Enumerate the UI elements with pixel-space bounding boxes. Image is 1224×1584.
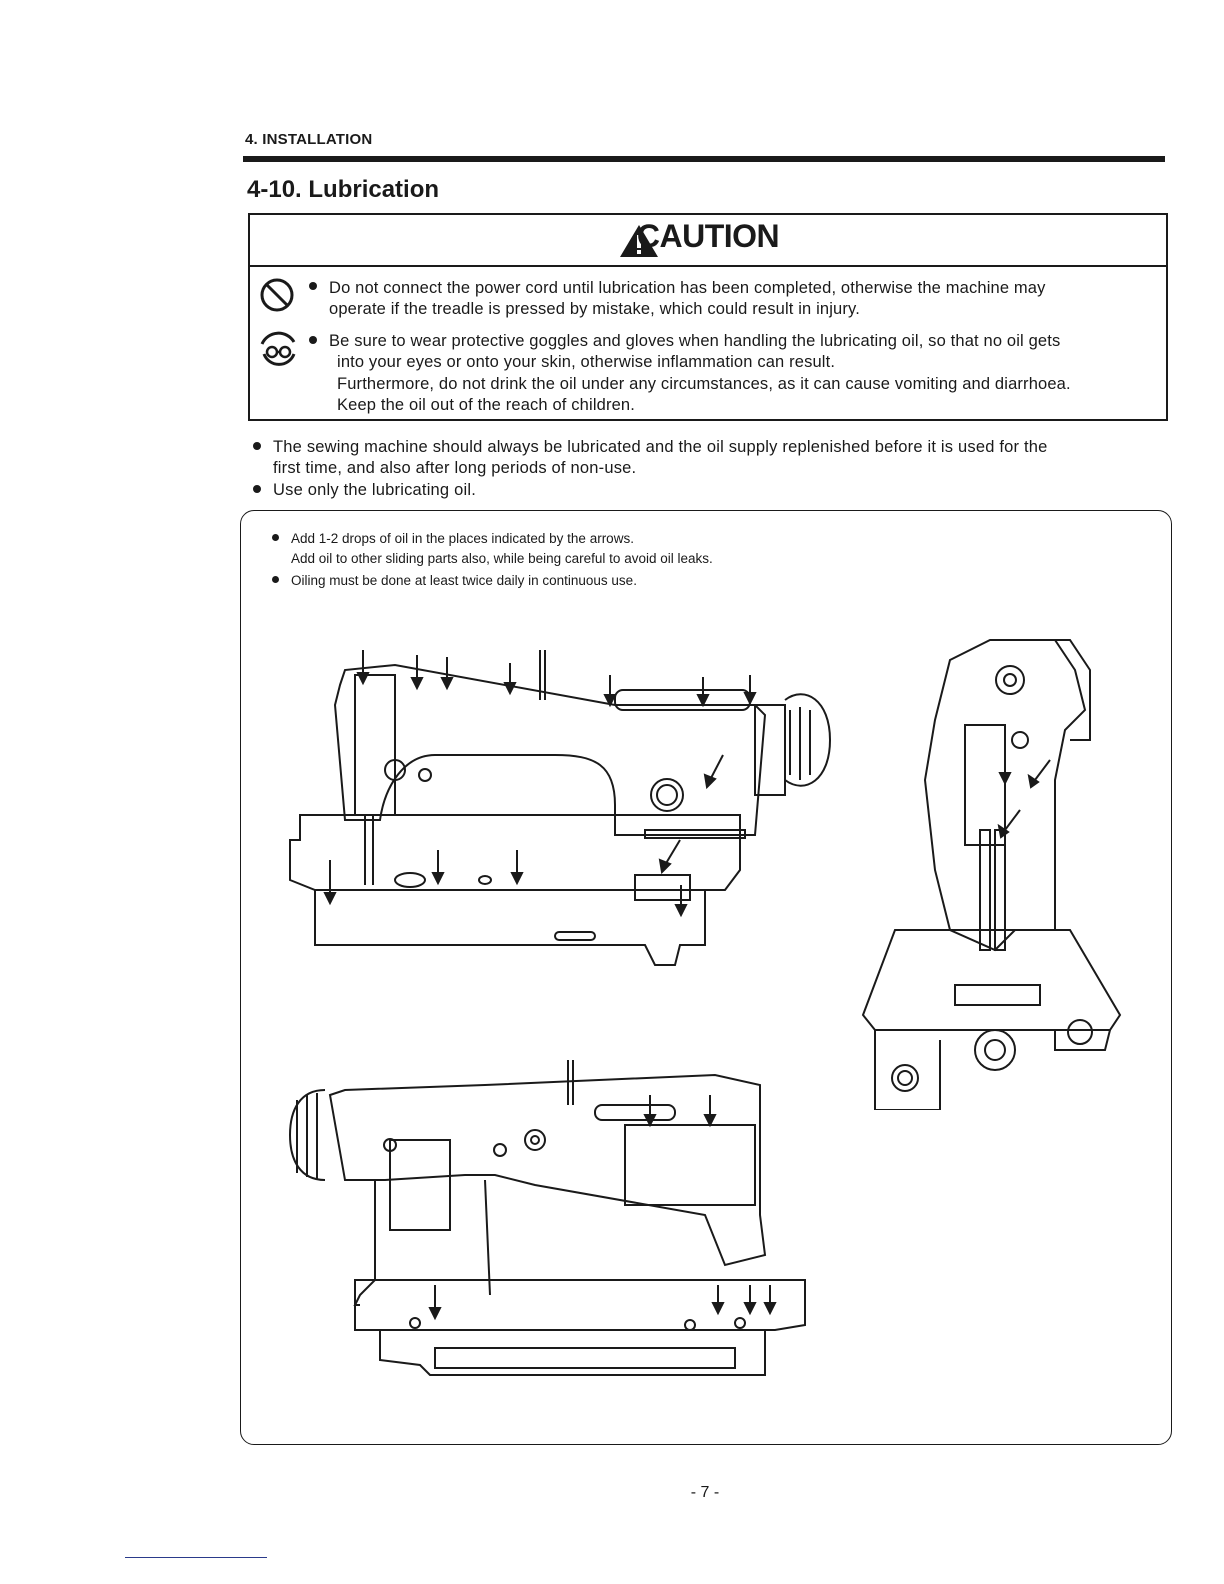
body-bullet: [253, 485, 261, 493]
panel-bullet1-line1: Add 1-2 drops of oil in the places indicated by the arrows.: [291, 531, 634, 546]
page-number: - 7 -: [690, 1484, 720, 1501]
panel-bullet2: Oiling must be done at least twice daily in continuous use.: [291, 573, 637, 588]
protective-goggles-icon: [258, 330, 302, 374]
section-header: 4. INSTALLATION: [245, 131, 373, 148]
sewing-machine-front-view: [285, 645, 835, 975]
sewing-machine-rear-view: [285, 1055, 815, 1385]
header-rule: [243, 156, 1165, 162]
body-bullet1-line2: first time, and also after long periods of non-use.: [273, 459, 637, 477]
caution-bullet: [309, 336, 317, 344]
caution-divider: [248, 265, 1168, 267]
caution-bullet: [309, 282, 317, 290]
body-bullet1-line1: The sewing machine should always be lubricated and the oil supply replenished before it is used for the: [273, 438, 1048, 456]
caution-item2-line1: Be sure to wear protective goggles and gloves when handling the lubricating oil, so that no oil gets: [329, 332, 1061, 350]
caution-item2-line3: Furthermore, do not drink the oil under any circumstances, as it can cause vomiting and diarrhoea.: [337, 375, 1071, 393]
body-bullet2: Use only the lubricating oil.: [273, 481, 476, 499]
caution-item1-line2: operate if the treadle is pressed by mistake, which could result in injury.: [329, 300, 860, 318]
caution-item1-line1: Do not connect the power cord until lubrication has been completed, otherwise the machine may: [329, 279, 1046, 297]
section-title: 4-10. Lubrication: [247, 176, 440, 203]
prohibition-icon: [258, 275, 298, 315]
sewing-machine-side-view: [855, 630, 1130, 1110]
caution-title: CAUTION: [636, 218, 780, 254]
panel-bullet: [272, 576, 279, 583]
footer-rule: [125, 1557, 267, 1558]
panel-bullet1-line2: Add oil to other sliding parts also, while being careful to avoid oil leaks.: [291, 551, 713, 566]
body-bullet: [253, 442, 261, 450]
caution-item2-line2: into your eyes or onto your skin, otherwise inflammation can result.: [337, 353, 836, 371]
caution-item2-line4: Keep the oil out of the reach of children.: [337, 396, 635, 414]
panel-bullet: [272, 534, 279, 541]
